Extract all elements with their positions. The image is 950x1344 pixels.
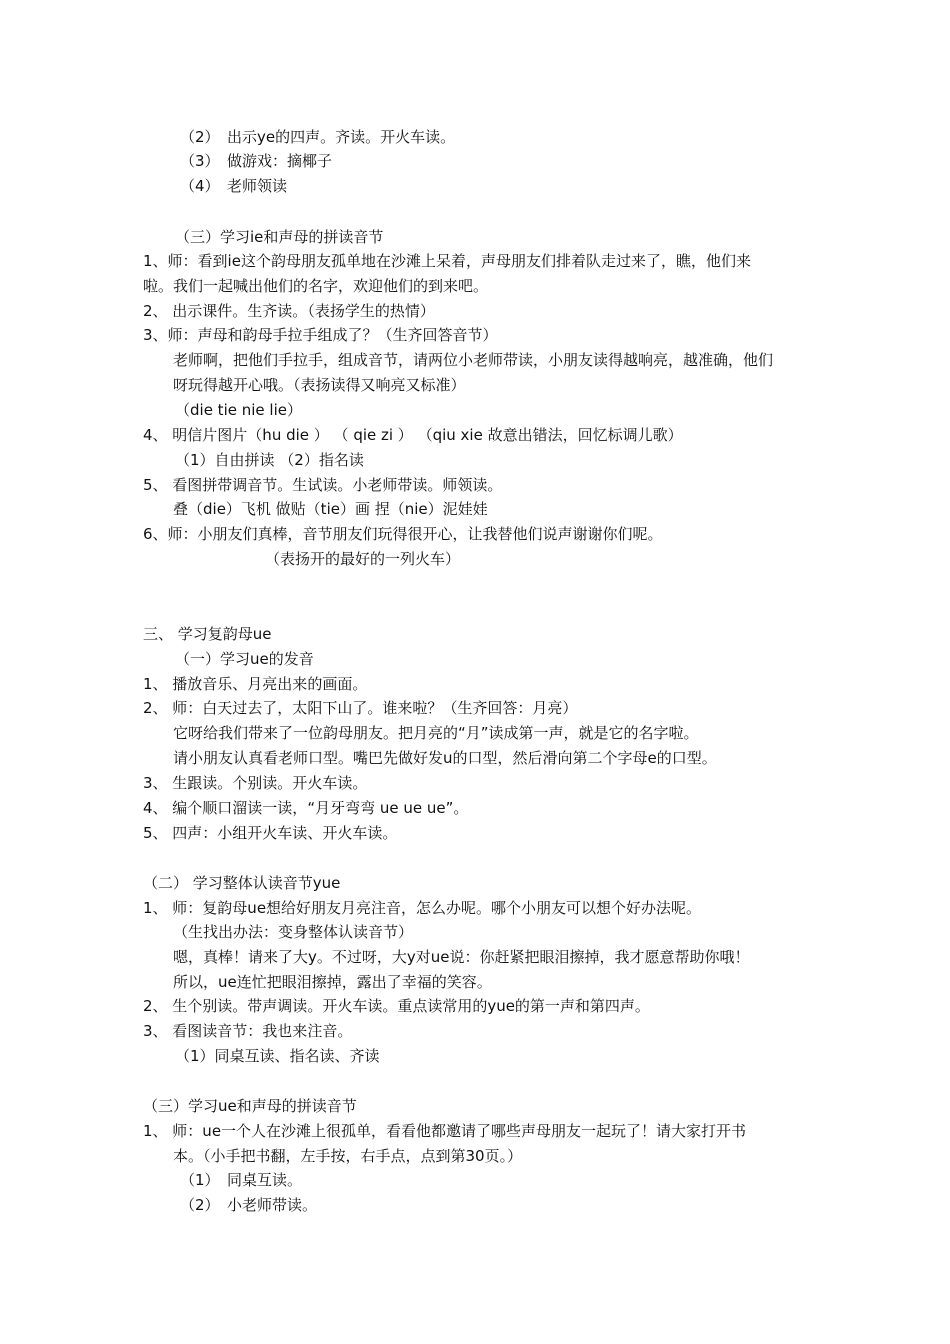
text-line: 3、师：声母和韵母手拉手组成了？（生齐回答音节）: [143, 326, 498, 344]
text-line: 4、 编个顺口溜读一读，“月牙弯弯 ue ue ue”。: [143, 799, 469, 817]
text-line: 2、 生个别读。带声调读。开火车读。重点读常用的yue的第一声和第四声。: [143, 997, 650, 1015]
text-line: （生找出办法：变身整体认读音节）: [173, 923, 414, 941]
subsection-heading: （二） 学习整体认读音节yue: [143, 874, 341, 892]
text-line: 5、 看图拼带调音节。生试读。小老师带读。师领读。: [143, 476, 503, 494]
text-line: 老师啊，把他们手拉手，组成音节，请两位小老师带读，小朋友读得越响亮，越准确，他们: [173, 351, 774, 369]
text-line: （表扬开的最好的一列火车）: [265, 550, 461, 568]
text-line: 5、 四声：小组开火车读、开火车读。: [143, 824, 398, 842]
text-line: 它呀给我们带来了一位韵母朋友。把月亮的“月”读成第一声，就是它的名字啦。: [173, 724, 699, 742]
text-line: 本。（小手把书翻，左手按，右手点，点到第30页。）: [173, 1147, 523, 1165]
text-line: （2） 小老师带读。: [180, 1196, 318, 1214]
text-line: 3、 生跟读。个别读。开火车读。: [143, 774, 368, 792]
text-line: （4） 老师领读: [180, 177, 288, 195]
text-line: （2） 出示ye的四声。齐读。开火车读。: [180, 128, 456, 146]
text-line: （1）自由拼读 （2）指名读: [175, 451, 364, 469]
text-line: 请小朋友认真看老师口型。嘴巴先做好发u的口型，然后滑向第二个字母e的口型。: [173, 749, 717, 767]
text-line: 3、 看图读音节：我也来注音。: [143, 1022, 353, 1040]
text-line: 1、 播放音乐、月亮出来的画面。: [143, 675, 368, 693]
text-line: 4、 明信片图片（hu die ） （ qie zi ） （qiu xie 故意出错法，回忆标调儿歌）: [143, 426, 683, 444]
text-line: 2、 师：白天过去了，太阳下山了。谁来啦？（生齐回答：月亮）: [143, 699, 578, 717]
text-line: （3） 做游戏：摘椰子: [180, 152, 333, 170]
section-heading: （三）学习ie和声母的拼读音节: [175, 228, 384, 246]
section-heading: 三、 学习复韵母ue: [143, 625, 272, 643]
text-line: （1） 同桌互读。: [180, 1171, 303, 1189]
subsection-heading: （一）学习ue的发音: [175, 650, 314, 668]
text-line: 叠（die）飞机 做贴（tie）画 捏（nie）泥娃娃: [173, 500, 488, 518]
subsection-heading: （三）学习ue和声母的拼读音节: [143, 1097, 357, 1115]
text-line: 6、师：小朋友们真棒，音节朋友们玩得很开心，让我替他们说声谢谢你们呢。: [143, 525, 663, 543]
text-line: 嗯，真棒！请来了大y。不过呀，大y对ue说：你赶紧把眼泪擦掉，我才愿意帮助你哦！: [173, 948, 750, 966]
text-line: 呀玩得越开心哦。（表扬读得又响亮又标准）: [173, 376, 466, 394]
text-line: 1、 师：ue一个人在沙滩上很孤单，看看他都邀请了哪些声母朋友一起玩了！请大家打开书: [143, 1122, 747, 1140]
text-line: （die tie nie lie）: [175, 401, 302, 419]
text-line: 1、 师：复韵母ue想给好朋友月亮注音，怎么办呢。哪个小朋友可以想个好办法呢。: [143, 899, 702, 917]
text-line: 所以，ue连忙把眼泪擦掉，露出了幸福的笑容。: [173, 973, 492, 991]
text-line: 2、 出示课件。生齐读。（表扬学生的热情）: [143, 302, 435, 320]
text-line: 啦。我们一起喊出他们的名字，欢迎他们的到来吧。: [143, 277, 489, 295]
text-line: 1、师：看到ie这个韵母朋友孤单地在沙滩上呆着，声母朋友们排着队走过来了，瞧，他们来: [143, 252, 751, 270]
text-line: （1）同桌互读、指名读、齐读: [175, 1047, 380, 1065]
